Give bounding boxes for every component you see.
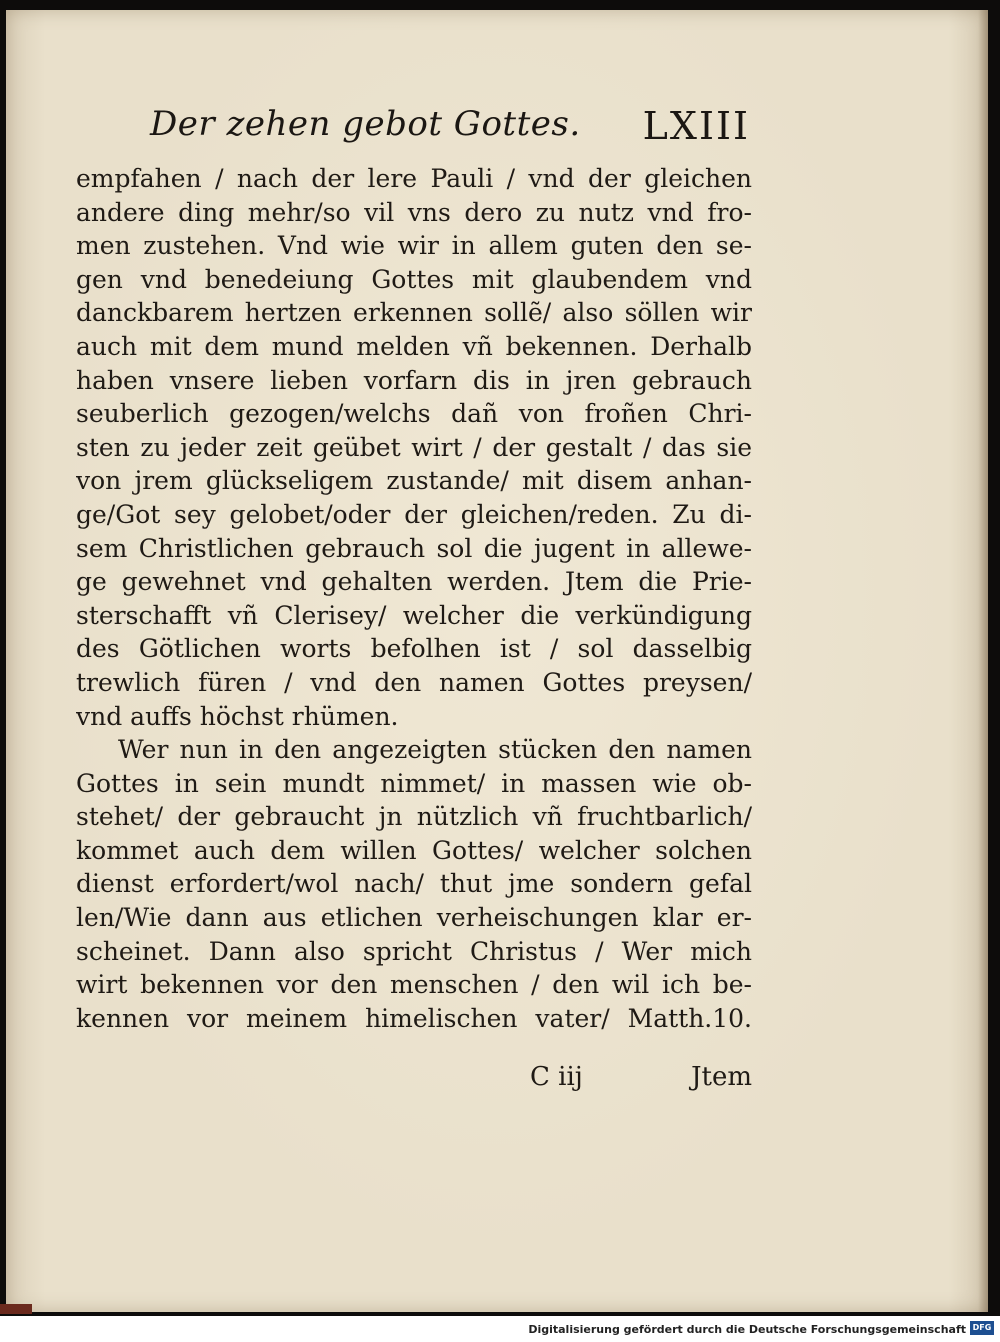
text-line: haben vnsere lieben vorfarn dis in jren gebrauch — [76, 365, 752, 395]
text-line: vnd auffs höchst rhümen. — [76, 701, 399, 731]
page-gutter-shadow — [978, 10, 988, 1312]
dfg-logo: DFG — [970, 1321, 994, 1335]
text-line: auch mit dem mund melden vñ bekennen. Derhalb — [76, 331, 752, 361]
footer-bar — [0, 1316, 1000, 1342]
folio-number: LXIII — [642, 104, 750, 148]
text-line: gen vnd benedeiung Gottes mit glaubendem vnd — [76, 264, 752, 294]
page-foot — [530, 1062, 752, 1096]
text-line: trewlich füren / vnd den namen Gottes preysen/ — [76, 667, 752, 697]
signature-mark: C iij — [530, 1062, 583, 1092]
text-line: men zustehen. Vnd wie wir in allem guten den se- — [76, 231, 752, 261]
running-title: Der zehen gebot Gottes. — [150, 104, 581, 144]
text-line: scheinet. Dann also spricht Christus / Wer mich — [76, 936, 752, 966]
text-line: stehet/ der gebraucht jn nützlich vñ fruchtbarlich/ — [76, 802, 752, 832]
page-header — [150, 104, 750, 154]
text-line: len/Wie dann aus etlichen verheischungen klar er- — [76, 903, 752, 933]
text-line: ge gewehnet vnd gehalten werden. Jtem die Prie- — [76, 567, 752, 597]
text-line: des Götlichen worts befolhen ist / sol dasselbig — [76, 634, 752, 664]
text-line: seuberlich gezogen/welchs dañ von froñen Chri- — [76, 399, 752, 429]
clip-mark — [0, 1304, 32, 1314]
text-line: sten zu jeder zeit geübet wirt / der gestalt / das sie — [76, 432, 752, 462]
text-line: wirt bekennen vor den menschen / den wil ich be- — [76, 970, 752, 1000]
text-line: Gottes in sein mundt nimmet/ in massen wie ob- — [76, 768, 752, 798]
text-line-paragraph-start: Wer nun in den angezeigten stücken den namen — [118, 735, 752, 765]
text-line: ge/Got sey gelobet/oder der gleichen/reden. Zu di- — [76, 499, 752, 529]
funding-note: Digitalisierung gefördert durch die Deutsche Forschungsgemeinschaft — [528, 1323, 966, 1336]
text-line: andere ding mehr/so vil vns dero zu nutz vnd fro- — [76, 197, 752, 227]
body-text — [76, 162, 752, 1035]
text-line: sterschafft vñ Clerisey/ welcher die verkündigung — [76, 600, 752, 630]
text-line: kommet auch dem willen Gottes/ welcher solchen — [76, 835, 752, 865]
text-line: kennen vor meinem himelischen vater/ Matth.10. — [76, 1003, 752, 1033]
text-line: sem Christlichen gebrauch sol die jugent in allewe- — [76, 533, 752, 563]
catchword: Jtem — [691, 1062, 752, 1092]
text-line: danckbarem hertzen erkennen sollẽ/ also söllen wir — [76, 298, 752, 328]
text-line: empfahen / nach der lere Pauli / vnd der gleichen — [76, 164, 752, 193]
text-line: von jrem glückseligem zustande/ mit disem anhan- — [76, 466, 752, 496]
text-line: dienst erfordert/wol nach/ thut jme sondern gefal — [76, 869, 752, 899]
